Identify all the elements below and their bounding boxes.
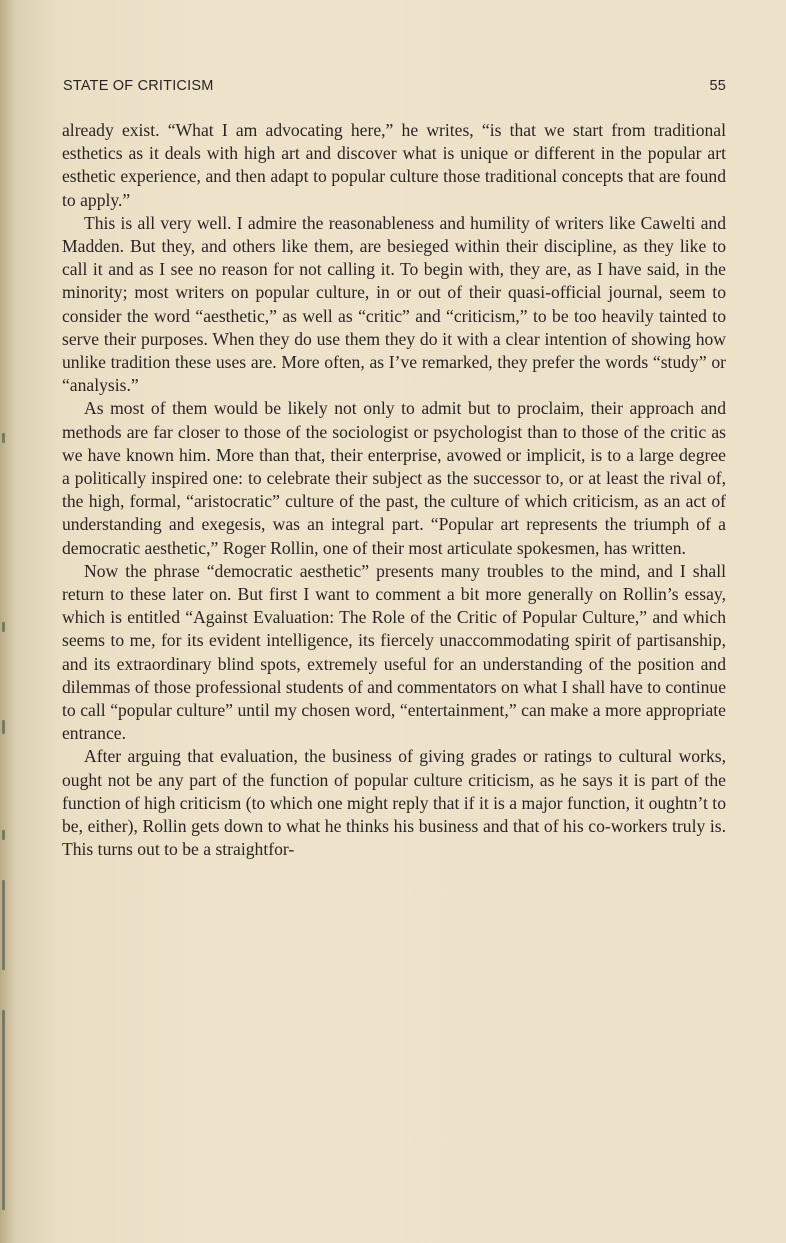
paragraph: As most of them would be likely not only to admit but to proclaim, their approach and methods are far closer to those of the sociologist or psychologist than to those of the critic as we have known him. More than that, their enterprise, avowed or implicit, is to a large degree a politically inspired one: to celebrate their subject as the successor to, or at least the rival of, the high, formal, “aristocratic” culture of the past, the culture of which criticism, as an act of understanding and exegesis, was an integral part. “Popular art represents the triumph of a democratic aesthetic,” Roger Rollin, one of their most articulate spokesmen, has written. [62,398,726,558]
paragraph: After arguing that evaluation, the business of giving grades or ratings to cultural works, ought not be any part of the function of popular culture criticism, as he says it is part of the function of high criticism (to which one might reply that if it is a major function, it oughtn’t to be, either), Rollin gets down to what he thinks his business and that of his co-workers truly is. This turns out to be a straightfor- [62,746,726,860]
running-head [63,78,726,98]
running-title: STATE OF CRITICISM [63,78,214,94]
margin-mark [2,1010,5,1210]
paragraph: Now the phrase “democratic aesthetic” presents many troubles to the mind, and I shall return to these later on. But first I want to comment a bit more generally on Rollin’s essay, which is entitled “Against Evaluation: The Role of the Critic of Popular Culture,” and which seems to me, for its evident intelligence, its fiercely unaccommodating spirit of partisanship, and its extraordinary blind spots, extremely useful for an understanding of the position and dilemmas of those professional students of and commentators on what I shall have to continue to call “popular culture” until my chosen word, “entertainment,” can make a more appropriate entrance. [62,560,726,744]
margin-mark [2,880,5,970]
paragraph: This is all very well. I admire the reasonableness and humility of writers like Cawelti and Madden. But they, and others like them, are besieged within their discipline, as they like to call it and as I see no reason for not calling it. To begin with, they are, as I have said, in the minority; most writers on popular culture, in or out of their quasi-official journal, seem to consider the word “aesthetic,” as well as “critic” and “criticism,” to be too heavily tainted to serve their purposes. When they do use them they do it with a clear intention of showing how unlike tradition these uses are. More often, as I’ve remarked, they prefer the words “study” or “analysis.” [62,212,726,396]
body-text [62,119,726,862]
margin-mark [2,830,5,840]
margin-mark [2,433,5,443]
margin-mark [2,720,5,734]
paragraph: already exist. “What I am advocating here,” he writes, “is that we start from traditional esthetics as it deals with high art and discover what is unique or different in the popular art esthetic experience, and then adapt to popular culture those traditional concepts that are found to apply.” [62,120,726,210]
margin-mark [2,622,5,632]
page-number: 55 [709,78,726,94]
